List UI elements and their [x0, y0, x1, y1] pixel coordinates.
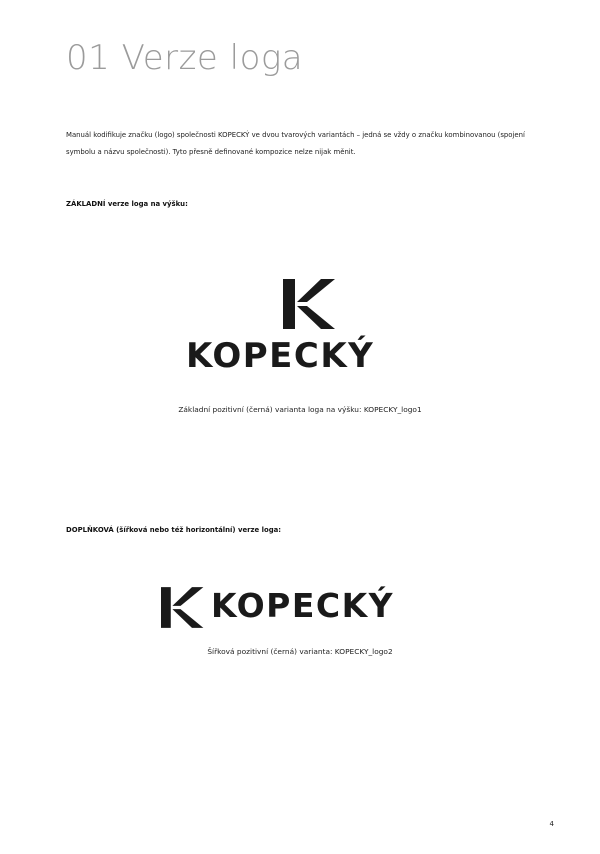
k-symbol-lower-arm — [297, 306, 335, 329]
vertical-logo-wordmark: KOPECKÝ — [186, 336, 375, 376]
k-symbol-upper-arm — [297, 279, 335, 302]
k-symbol-logo-horizontal — [161, 587, 205, 628]
page-title: 01 Verze loga — [66, 38, 304, 78]
horizontal-logo-heading: DOPLŇKOVÁ (šířková nebo též horizontální) verze loga: — [66, 526, 282, 534]
intro-paragraph: Manuál kodifikuje značku (logo) společnosti KOPECKÝ ve dvou tvarových variantách – jedná se vždy o značku kombinovanou (spojení symbolu a názvu společnosti). Tyto přesně definované kompozice nelze nijak měnit. — [66, 131, 525, 156]
k-symbol-stem — [283, 279, 295, 329]
vertical-logo-caption: Základní pozitivní (černá) varianta loga na výšku: KOPECKY_logo1 — [178, 405, 422, 414]
page-number: 4 — [549, 820, 554, 828]
k-symbol-lower-arm-h — [172, 609, 203, 628]
k-symbol-upper-arm-h — [172, 587, 203, 606]
k-symbol-logo-vertical — [283, 279, 337, 329]
k-symbol-stem-h — [161, 587, 171, 628]
horizontal-logo-wordmark: KOPECKÝ — [211, 586, 395, 625]
vertical-logo-heading: ZÁKLADNÍ verze loga na výšku: — [66, 200, 188, 208]
horizontal-logo-caption: Šířková pozitivní (černá) varianta: KOPECKY_logo2 — [207, 647, 393, 656]
